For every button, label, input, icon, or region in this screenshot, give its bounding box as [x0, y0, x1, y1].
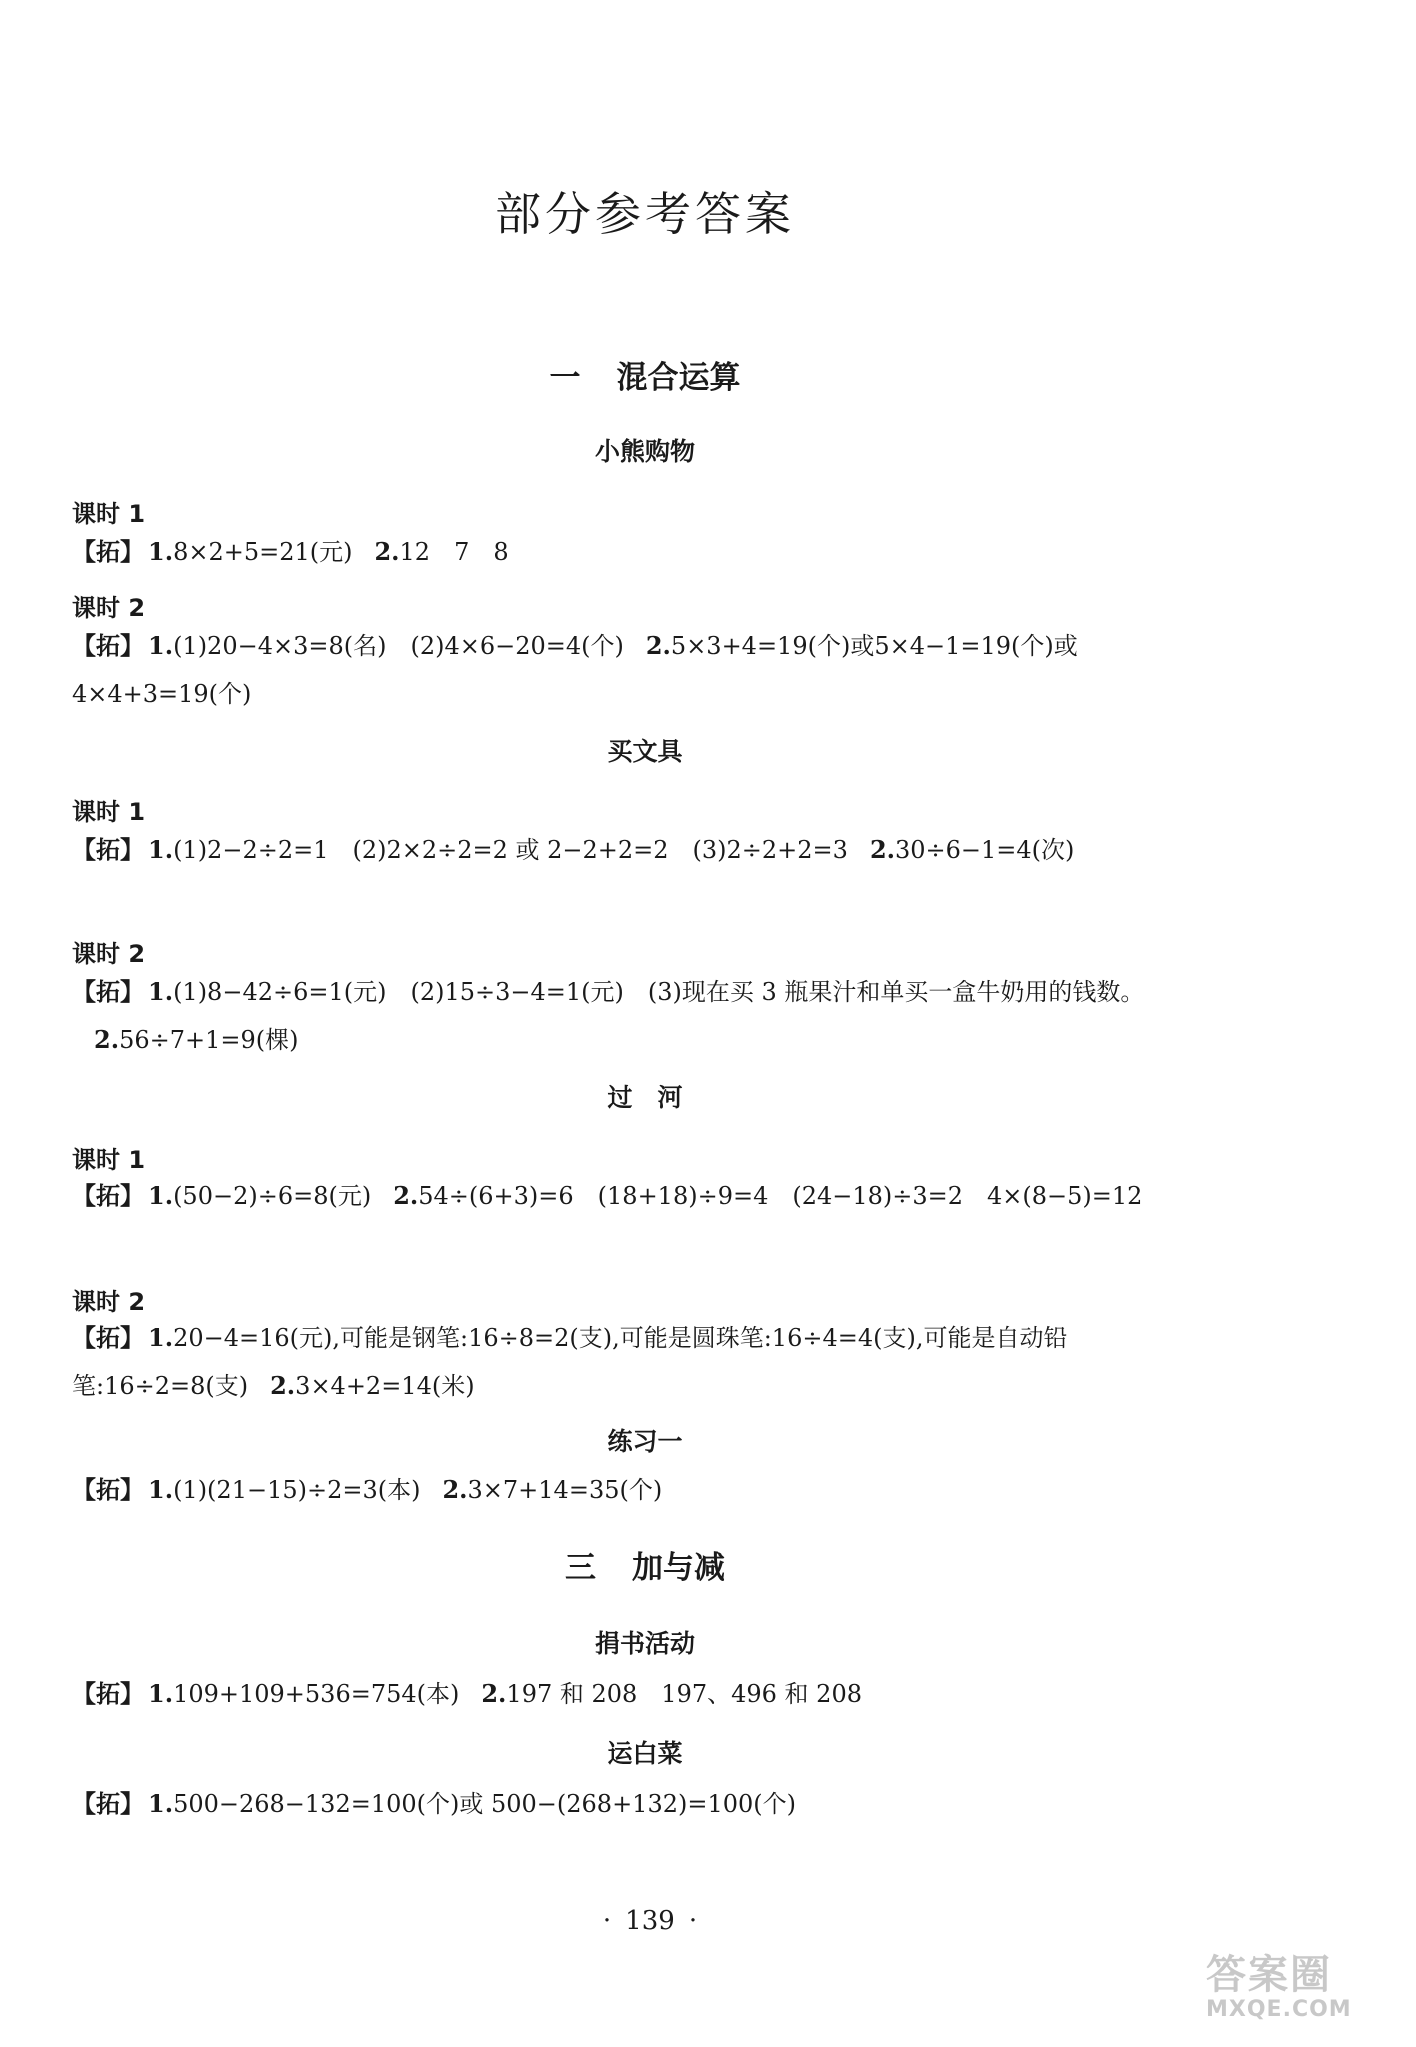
extension-tag: 【拓】 — [72, 1476, 144, 1504]
section-heading: 捐书活动 — [594, 1629, 695, 1658]
section-heading: 过 河 — [607, 1083, 683, 1112]
page-title: 部分参考答案 — [495, 187, 795, 241]
answer-text: 3×4+2=14(米) — [295, 1372, 475, 1400]
footer-dot-left: · — [602, 1906, 612, 1936]
lesson-label: 课时 2 — [72, 1288, 146, 1316]
question-number: 2. — [393, 1181, 419, 1210]
unit-name: 加与减 — [632, 1550, 725, 1586]
unit-heading — [0, 352, 1290, 397]
answer-paragraph — [72, 1172, 1222, 1220]
answer-text: 197 和 208 197、496 和 208 — [506, 1680, 862, 1708]
question-number: 1. — [148, 835, 174, 864]
question-number: 2. — [442, 1475, 468, 1504]
answer-text: 3×7+14=35(个) — [467, 1476, 663, 1504]
answer-text: 500−268−132=100(个)或 500−(268+132)=100(个) — [173, 1790, 796, 1818]
question-number: 2. — [374, 537, 400, 566]
answer-text: (1)8−42÷6=1(元) (2)15÷3−4=1(元) (3)现在买 3 瓶果汁和单买一盒牛奶用的钱数。 — [173, 978, 1145, 1006]
extension-tag: 【拓】 — [72, 1790, 144, 1818]
answer-paragraph — [72, 528, 1222, 576]
extension-tag: 【拓】 — [72, 538, 144, 566]
extension-tag: 【拓】 — [72, 1182, 144, 1210]
answer-text: (50−2)÷6=8(元) — [173, 1182, 372, 1210]
section-heading: 买文具 — [607, 737, 683, 766]
question-number: 1. — [148, 1789, 174, 1818]
page-footer — [0, 1906, 1300, 1936]
question-number: 1. — [148, 1679, 174, 1708]
answer-text: (1)20−4×3=8(名) (2)4×6−20=4(个) — [173, 632, 624, 660]
answer-text: 8×2+5=21(元) — [173, 538, 353, 566]
unit-number: 三 — [565, 1550, 596, 1586]
answer-text: 12 7 8 — [399, 538, 509, 566]
answer-text: 30÷6−1=4(次) — [895, 836, 1075, 864]
question-number: 1. — [148, 1323, 174, 1352]
question-number: 2. — [270, 1371, 296, 1400]
footer-dot-right: · — [688, 1906, 698, 1936]
question-number: 2. — [869, 835, 895, 864]
answer-text: 5×3+4=19(个)或5×4−1=19(个)或 4×4+3=19(个) — [72, 632, 1078, 708]
question-number: 1. — [148, 977, 174, 1006]
answer-text: (1)(21−15)÷2=3(本) — [173, 1476, 421, 1504]
answer-paragraph — [72, 1780, 1222, 1828]
question-number: 1. — [148, 1181, 174, 1210]
extension-tag: 【拓】 — [72, 836, 144, 864]
lesson-label: 课时 1 — [72, 1146, 146, 1174]
section-heading: 运白菜 — [607, 1739, 683, 1768]
answer-paragraph — [72, 968, 1222, 1064]
question-number: 2. — [94, 1025, 120, 1054]
question-number: 1. — [148, 1475, 174, 1504]
answer-paragraph — [72, 826, 1222, 874]
answer-text: 54÷(6+3)=6 (18+18)÷9=4 (24−18)÷3=2 4×(8−5)=12 — [418, 1182, 1143, 1210]
answer-paragraph — [72, 622, 1222, 718]
lesson-label: 课时 2 — [72, 940, 146, 968]
answer-text: 109+109+536=754(本) — [173, 1680, 460, 1708]
extension-tag: 【拓】 — [72, 978, 144, 1006]
answer-text: (1)2−2÷2=1 (2)2×2÷2=2 或 2−2+2=2 (3)2÷2+2=3 — [173, 836, 848, 864]
lesson-label: 课时 2 — [72, 594, 146, 622]
extension-tag: 【拓】 — [72, 1324, 144, 1352]
extension-tag: 【拓】 — [72, 1680, 144, 1708]
watermark-logo — [1206, 1953, 1376, 2033]
question-number: 2. — [481, 1679, 507, 1708]
question-number: 1. — [148, 631, 174, 660]
watermark-title: 答案圈 — [1206, 1952, 1332, 1998]
unit-heading — [0, 1542, 1290, 1587]
answer-text: 56÷7+1=9(棵) — [119, 1026, 299, 1054]
page-number: 139 — [625, 1906, 675, 1936]
answer-text: 20−4=16(元),可能是钢笔:16÷8=2(支),可能是圆珠笔:16÷4=4(支),可能是自动铅笔:16÷2=8(支) — [72, 1324, 1068, 1400]
lesson-label: 课时 1 — [72, 798, 146, 826]
question-number: 2. — [645, 631, 671, 660]
unit-number: 一 — [549, 360, 581, 396]
answer-paragraph — [72, 1466, 1222, 1514]
watermark-url: MXQE.COM — [1206, 1997, 1352, 2022]
extension-tag: 【拓】 — [72, 632, 144, 660]
lesson-label: 课时 1 — [72, 500, 146, 528]
section-heading: 练习一 — [607, 1427, 683, 1456]
unit-name: 混合运算 — [616, 360, 741, 396]
section-heading: 小熊购物 — [594, 437, 695, 466]
answer-paragraph — [72, 1670, 1222, 1718]
answer-paragraph — [72, 1314, 1222, 1410]
question-number: 1. — [148, 537, 174, 566]
